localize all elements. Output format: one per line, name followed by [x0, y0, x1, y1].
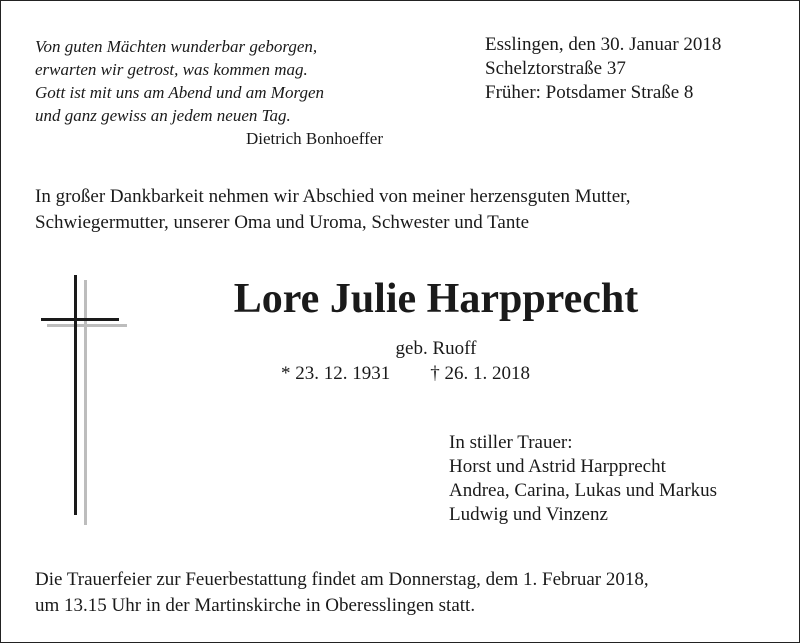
intro-line-2: Schwiegermutter, unserer Oma und Uroma, Schwester und Tante: [35, 212, 530, 233]
cross-icon: [37, 275, 129, 527]
place-and-date: Esslingen, den 30. Januar 2018: [485, 34, 722, 55]
mourner-line: Andrea, Carina, Lukas und Markus: [449, 480, 718, 501]
mourner-line: Horst und Astrid Harpprecht: [449, 456, 666, 477]
cross-shadow-vertical: [84, 280, 87, 525]
service-line-2: um 13.15 Uhr in der Martinskirche in Oberesslingen statt.: [35, 595, 476, 616]
funeral-service-info: [35, 567, 785, 619]
address-block: [485, 33, 721, 105]
cross-horizontal: [41, 318, 119, 321]
maiden-name: geb. Ruoff: [395, 338, 477, 359]
mourners-block: [449, 431, 717, 527]
life-dates: [281, 362, 530, 386]
death-date: † 26. 1. 2018: [430, 363, 530, 384]
birth-date: * 23. 12. 1931: [281, 363, 391, 384]
cross-shadow-horizontal: [47, 324, 127, 327]
intro-line-1: In großer Dankbarkeit nehmen wir Abschied von meiner herzensguten Mutter,: [35, 186, 631, 207]
deceased-name: Lore Julie Harpprecht: [233, 276, 639, 322]
poem-line-1: Von guten Mächten wunderbar geborgen,: [35, 37, 318, 56]
bonhoeffer-poem: [35, 35, 395, 150]
poem-line-2: erwarten wir getrost, was kommen mag.: [35, 60, 308, 79]
intro-text: [35, 184, 775, 236]
mourner-line: Ludwig und Vinzenz: [449, 504, 608, 525]
cross-vertical: [74, 275, 77, 515]
former-address: Früher: Potsdamer Straße 8: [485, 82, 694, 103]
poem-author: Dietrich Bonhoeffer: [245, 129, 383, 148]
mourners-heading: In stiller Trauer:: [449, 432, 573, 453]
street-address: Schelztorstraße 37: [485, 58, 626, 79]
poem-line-4: und ganz gewiss an jedem neuen Tag.: [35, 106, 291, 125]
poem-line-3: Gott ist mit uns am Abend und am Morgen: [35, 83, 324, 102]
service-line-1: Die Trauerfeier zur Feuerbestattung findet am Donnerstag, dem 1. Februar 2018,: [35, 569, 649, 590]
